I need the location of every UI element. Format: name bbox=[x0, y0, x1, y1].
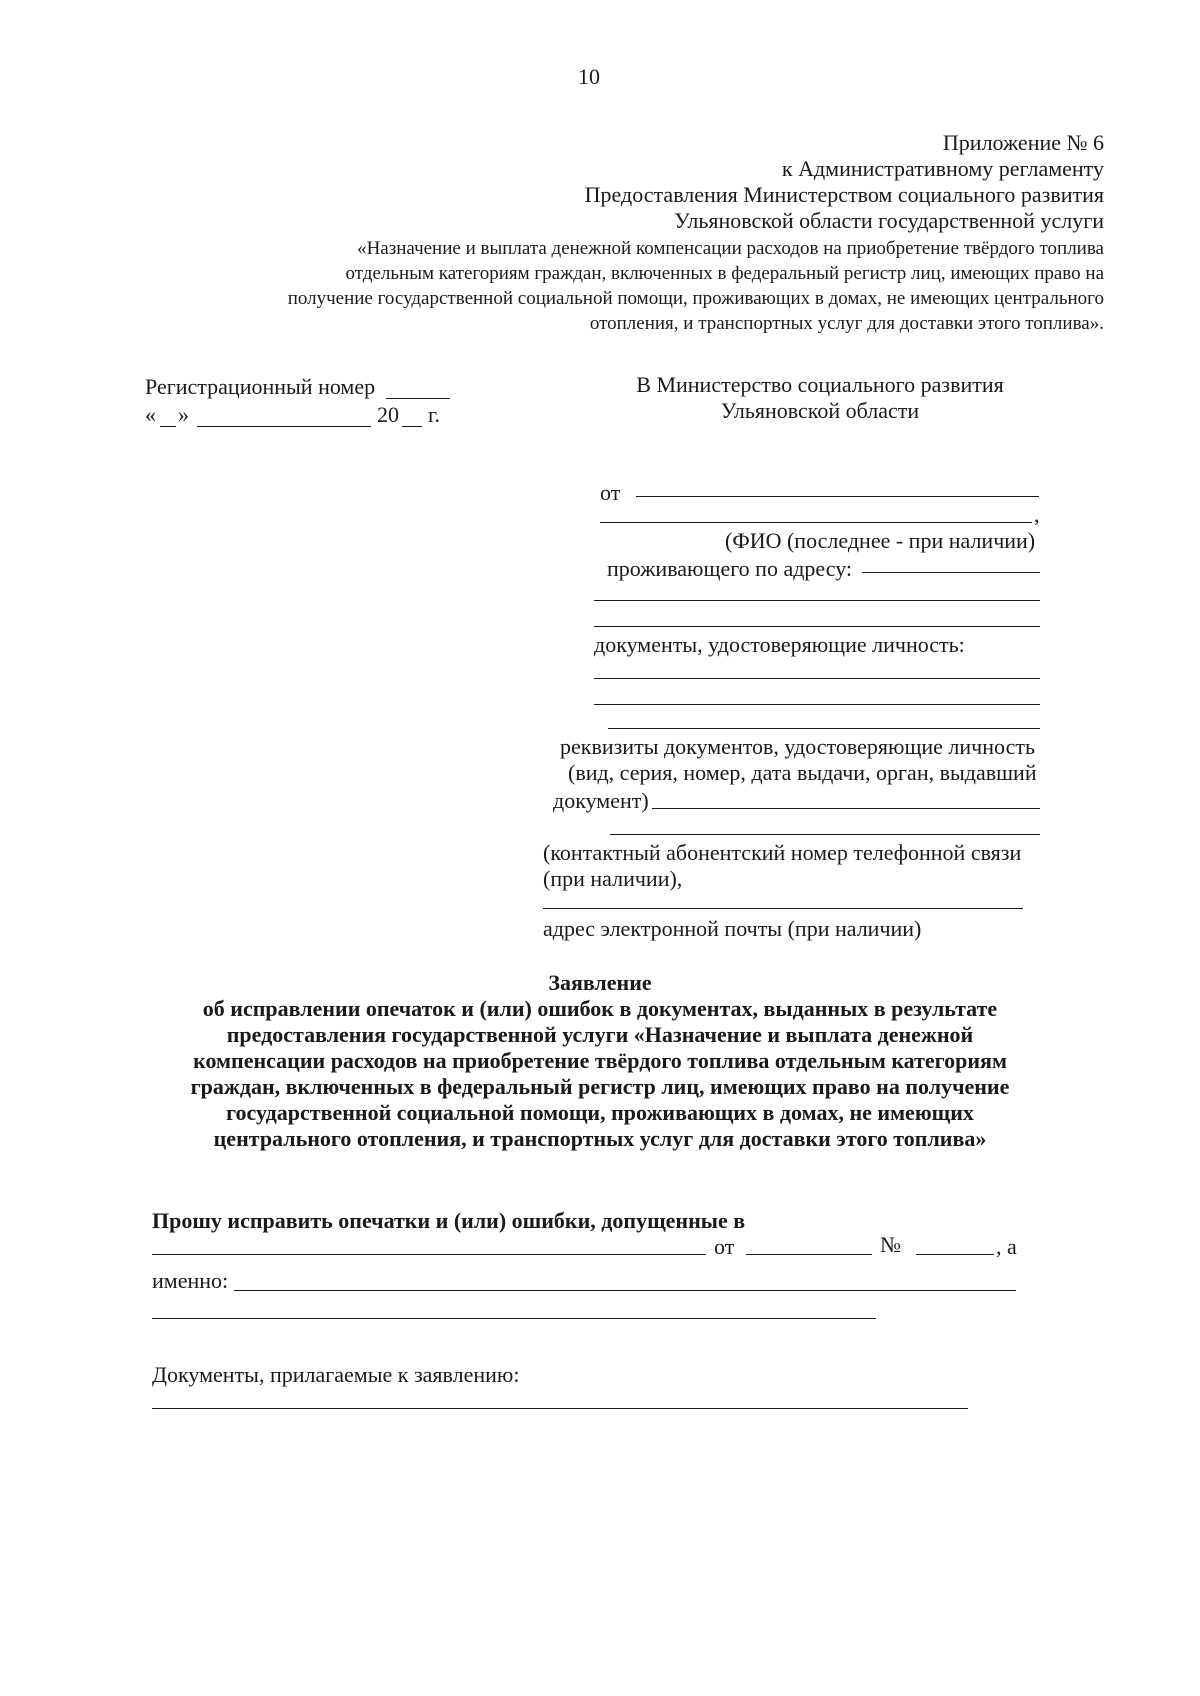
address-field[interactable] bbox=[862, 572, 1040, 573]
request-text: Прошу исправить опечатки и (или) ошибки, допущенные в bbox=[152, 1208, 746, 1233]
address-field-2[interactable] bbox=[594, 600, 1040, 601]
id-docs-field-3[interactable] bbox=[608, 728, 1040, 729]
request-number-label: № bbox=[880, 1232, 901, 1257]
appendix-line: Ульяновской области государственной услуги bbox=[674, 208, 1104, 233]
statement-line: об исправлении опечаток и (или) ошибок в документах, выданных в результате bbox=[202, 996, 998, 1021]
date-month-field[interactable] bbox=[197, 426, 371, 427]
attachments-label: Документы, прилагаемые к заявлению: bbox=[152, 1362, 520, 1387]
statement-line: государственной социальной помощи, проживающих в домах, не имеющих bbox=[226, 1100, 974, 1125]
request-document-field[interactable] bbox=[152, 1254, 706, 1255]
date-year-suffix: г. bbox=[428, 402, 441, 427]
date-close-quote: » bbox=[178, 402, 189, 427]
from-field-2[interactable] bbox=[600, 522, 1032, 523]
namely-field[interactable] bbox=[234, 1290, 1016, 1291]
phone-email-field[interactable] bbox=[543, 908, 1023, 909]
statement-line: предоставления государственной услуги «Назначение и выплата денежной bbox=[226, 1022, 974, 1047]
registration-number-field[interactable] bbox=[386, 398, 450, 399]
requisites-field[interactable] bbox=[652, 808, 1040, 809]
address-label: проживающего по адресу: bbox=[607, 556, 853, 581]
statement-line: компенсации расходов на приобретение твёрдого топлива отдельным категориям bbox=[193, 1048, 1007, 1073]
requisites-line: (вид, серия, номер, дата выдачи, орган, выдавший bbox=[568, 760, 1037, 785]
date-year-field[interactable] bbox=[402, 426, 422, 427]
fio-note: (ФИО (последнее - при наличии) bbox=[725, 528, 1036, 553]
appendix-line: получение государственной социальной помощи, проживающих в домах, не имеющих центрального bbox=[287, 288, 1104, 309]
phone-label: (контактный абонентский номер телефонной связи bbox=[543, 840, 1022, 865]
statement-title: Заявление bbox=[548, 970, 652, 995]
addressee-line: В Министерство социального развития bbox=[636, 372, 1004, 397]
namely-field-2[interactable] bbox=[152, 1318, 876, 1319]
date-day-field[interactable] bbox=[160, 426, 176, 427]
requisites-line: реквизиты документов, удостоверяющие личность bbox=[560, 734, 1035, 759]
page-number: 10 bbox=[578, 64, 600, 89]
statement-body bbox=[100, 996, 1100, 1152]
id-docs-field-2[interactable] bbox=[594, 704, 1040, 705]
registration-number-label: Регистрационный номер bbox=[145, 374, 376, 399]
appendix-line: отдельным категориям граждан, включенных в федеральный регистр лиц, имеющих право на bbox=[345, 263, 1104, 284]
request-from-label: от bbox=[714, 1234, 735, 1259]
requisites-line: документ) bbox=[553, 788, 649, 813]
request-date-field[interactable] bbox=[746, 1254, 872, 1255]
appendix-title: Приложение № 6 bbox=[942, 130, 1104, 155]
appendix-line: «Назначение и выплата денежной компенсации расходов на приобретение твёрдого топлива bbox=[357, 238, 1104, 259]
comma: , bbox=[1034, 502, 1040, 527]
request-and-label: , а bbox=[996, 1234, 1017, 1259]
date-year-prefix: 20 bbox=[377, 402, 399, 427]
from-field[interactable] bbox=[636, 496, 1039, 497]
phone-label: (при наличии), bbox=[543, 866, 683, 891]
appendix-block bbox=[104, 130, 1104, 336]
attachments-field[interactable] bbox=[152, 1408, 968, 1409]
address-field-3[interactable] bbox=[594, 626, 1040, 627]
date-open-quote: « bbox=[145, 402, 156, 427]
statement-line: центрального отопления, и транспортных услуг для доставки этого топлива» bbox=[213, 1126, 987, 1151]
id-docs-label: документы, удостоверяющие личность: bbox=[594, 632, 965, 657]
namely-label: именно: bbox=[152, 1268, 229, 1293]
from-label: от bbox=[600, 480, 621, 505]
appendix-line: Предоставления Министерством социального развития bbox=[584, 182, 1104, 207]
addressee-line: Ульяновской области bbox=[720, 398, 920, 423]
requisites-field-2[interactable] bbox=[610, 834, 1040, 835]
email-label: адрес электронной почты (при наличии) bbox=[543, 916, 922, 941]
request-number-field[interactable] bbox=[916, 1254, 994, 1255]
statement-line: граждан, включенных в федеральный регистр лиц, имеющих право на получение bbox=[190, 1074, 1010, 1099]
appendix-line: к Административному регламенту bbox=[781, 156, 1104, 181]
appendix-line: отопления, и транспортных услуг для доставки этого топлива». bbox=[589, 313, 1104, 334]
id-docs-field[interactable] bbox=[594, 678, 1040, 679]
